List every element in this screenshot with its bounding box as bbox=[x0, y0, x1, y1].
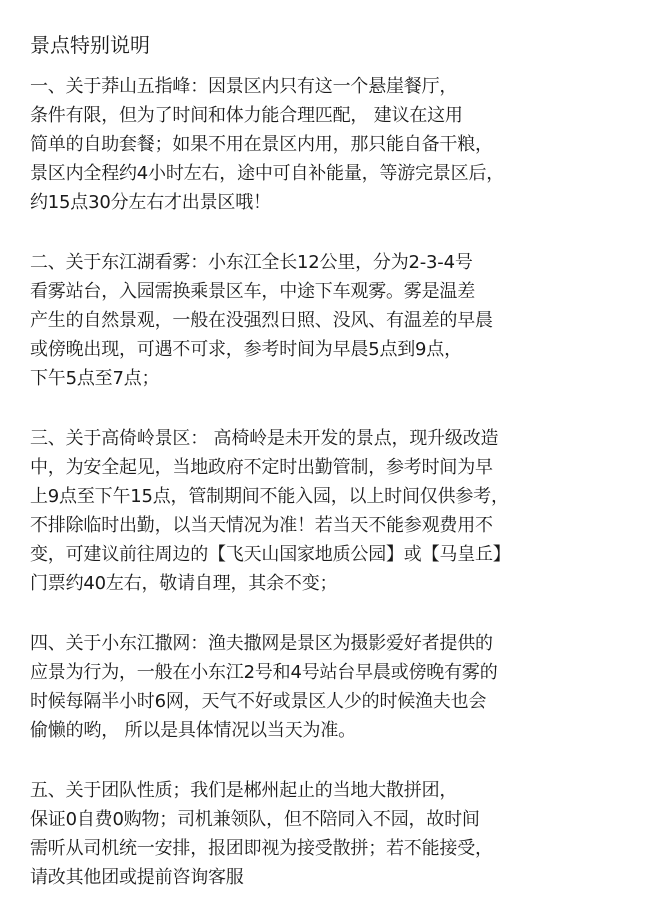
section-line: 三、关于高倚岭景区： 高椅岭是未开发的景点，现升级改造 bbox=[30, 428, 499, 449]
section-line: 景区内全程约4小时左右，途中可自补能量，等游完景区后， bbox=[30, 163, 505, 184]
section-line: 不排除临时出勤，以当天情况为准！若当天不能参观费用不 bbox=[30, 515, 493, 536]
section-line: 条件有限，但为了时间和体力能合理匹配， 建议在这用 bbox=[30, 105, 463, 126]
section-line: 应景为行为，一般在小东江2号和4号站台早晨或傍晚有雾的 bbox=[30, 662, 498, 683]
section-line: 看雾站台，入园需换乘景区车，中途下车观雾。雾是温差 bbox=[30, 281, 475, 302]
page-title: 景点特别说明 bbox=[30, 33, 150, 57]
section-tour-group bbox=[30, 776, 634, 892]
section-line: 或傍晚出现，可遇不可求，参考时间为早晨5点到9点， bbox=[30, 339, 462, 360]
section-line: 简单的自助套餐；如果不用在景区内用，那只能自备干粮， bbox=[30, 134, 493, 155]
section-line: 二、关于东江湖看雾：小东江全长12公里，分为2-3-4号 bbox=[30, 252, 473, 273]
section-dongjiang-fog bbox=[30, 248, 634, 393]
section-line: 变，可建议前往周边的【飞天山国家地质公园】或【马皇丘】 bbox=[30, 544, 511, 565]
section-gaoyiling bbox=[30, 424, 634, 598]
section-line: 需听从司机统一安排，报团即视为接受散拼；若不能接受， bbox=[30, 838, 493, 859]
section-line: 下午5点至7点； bbox=[30, 368, 160, 389]
section-line: 五、关于团队性质；我们是郴州起止的当地大散拼团， bbox=[30, 780, 458, 801]
section-line: 一、关于莽山五指峰：因景区内只有这一个悬崖餐厅， bbox=[30, 76, 458, 97]
section-line: 中，为安全起见，当地政府不定时出勤管制，参考时间为早 bbox=[30, 457, 493, 478]
section-line: 保证0自费0购物；司机兼领队，但不陪同入不园，故时间 bbox=[30, 809, 480, 830]
section-line: 门票约40左右，敬请自理，其余不变； bbox=[30, 573, 338, 594]
section-line: 请改其他团或提前咨询客服 bbox=[30, 867, 244, 888]
section-line: 产生的自然景观，一般在没强烈日照、没风、有温差的早晨 bbox=[30, 310, 493, 331]
section-fishing-net bbox=[30, 629, 634, 745]
section-line: 四、关于小东江撒网：渔夫撒网是景区为摄影爱好者提供的 bbox=[30, 633, 493, 654]
section-line: 时候每隔半小时6网，天气不好或景区人少的时候渔夫也会 bbox=[30, 691, 487, 712]
section-line: 约15点30分左右才出景区哦！ bbox=[30, 192, 271, 213]
section-line: 偷懒的哟， 所以是具体情况以当天为准。 bbox=[30, 720, 356, 741]
section-line: 上9点至下午15点，管制期间不能入园，以上时间仅供参考， bbox=[30, 486, 509, 507]
section-wuzhifeng bbox=[30, 72, 634, 217]
